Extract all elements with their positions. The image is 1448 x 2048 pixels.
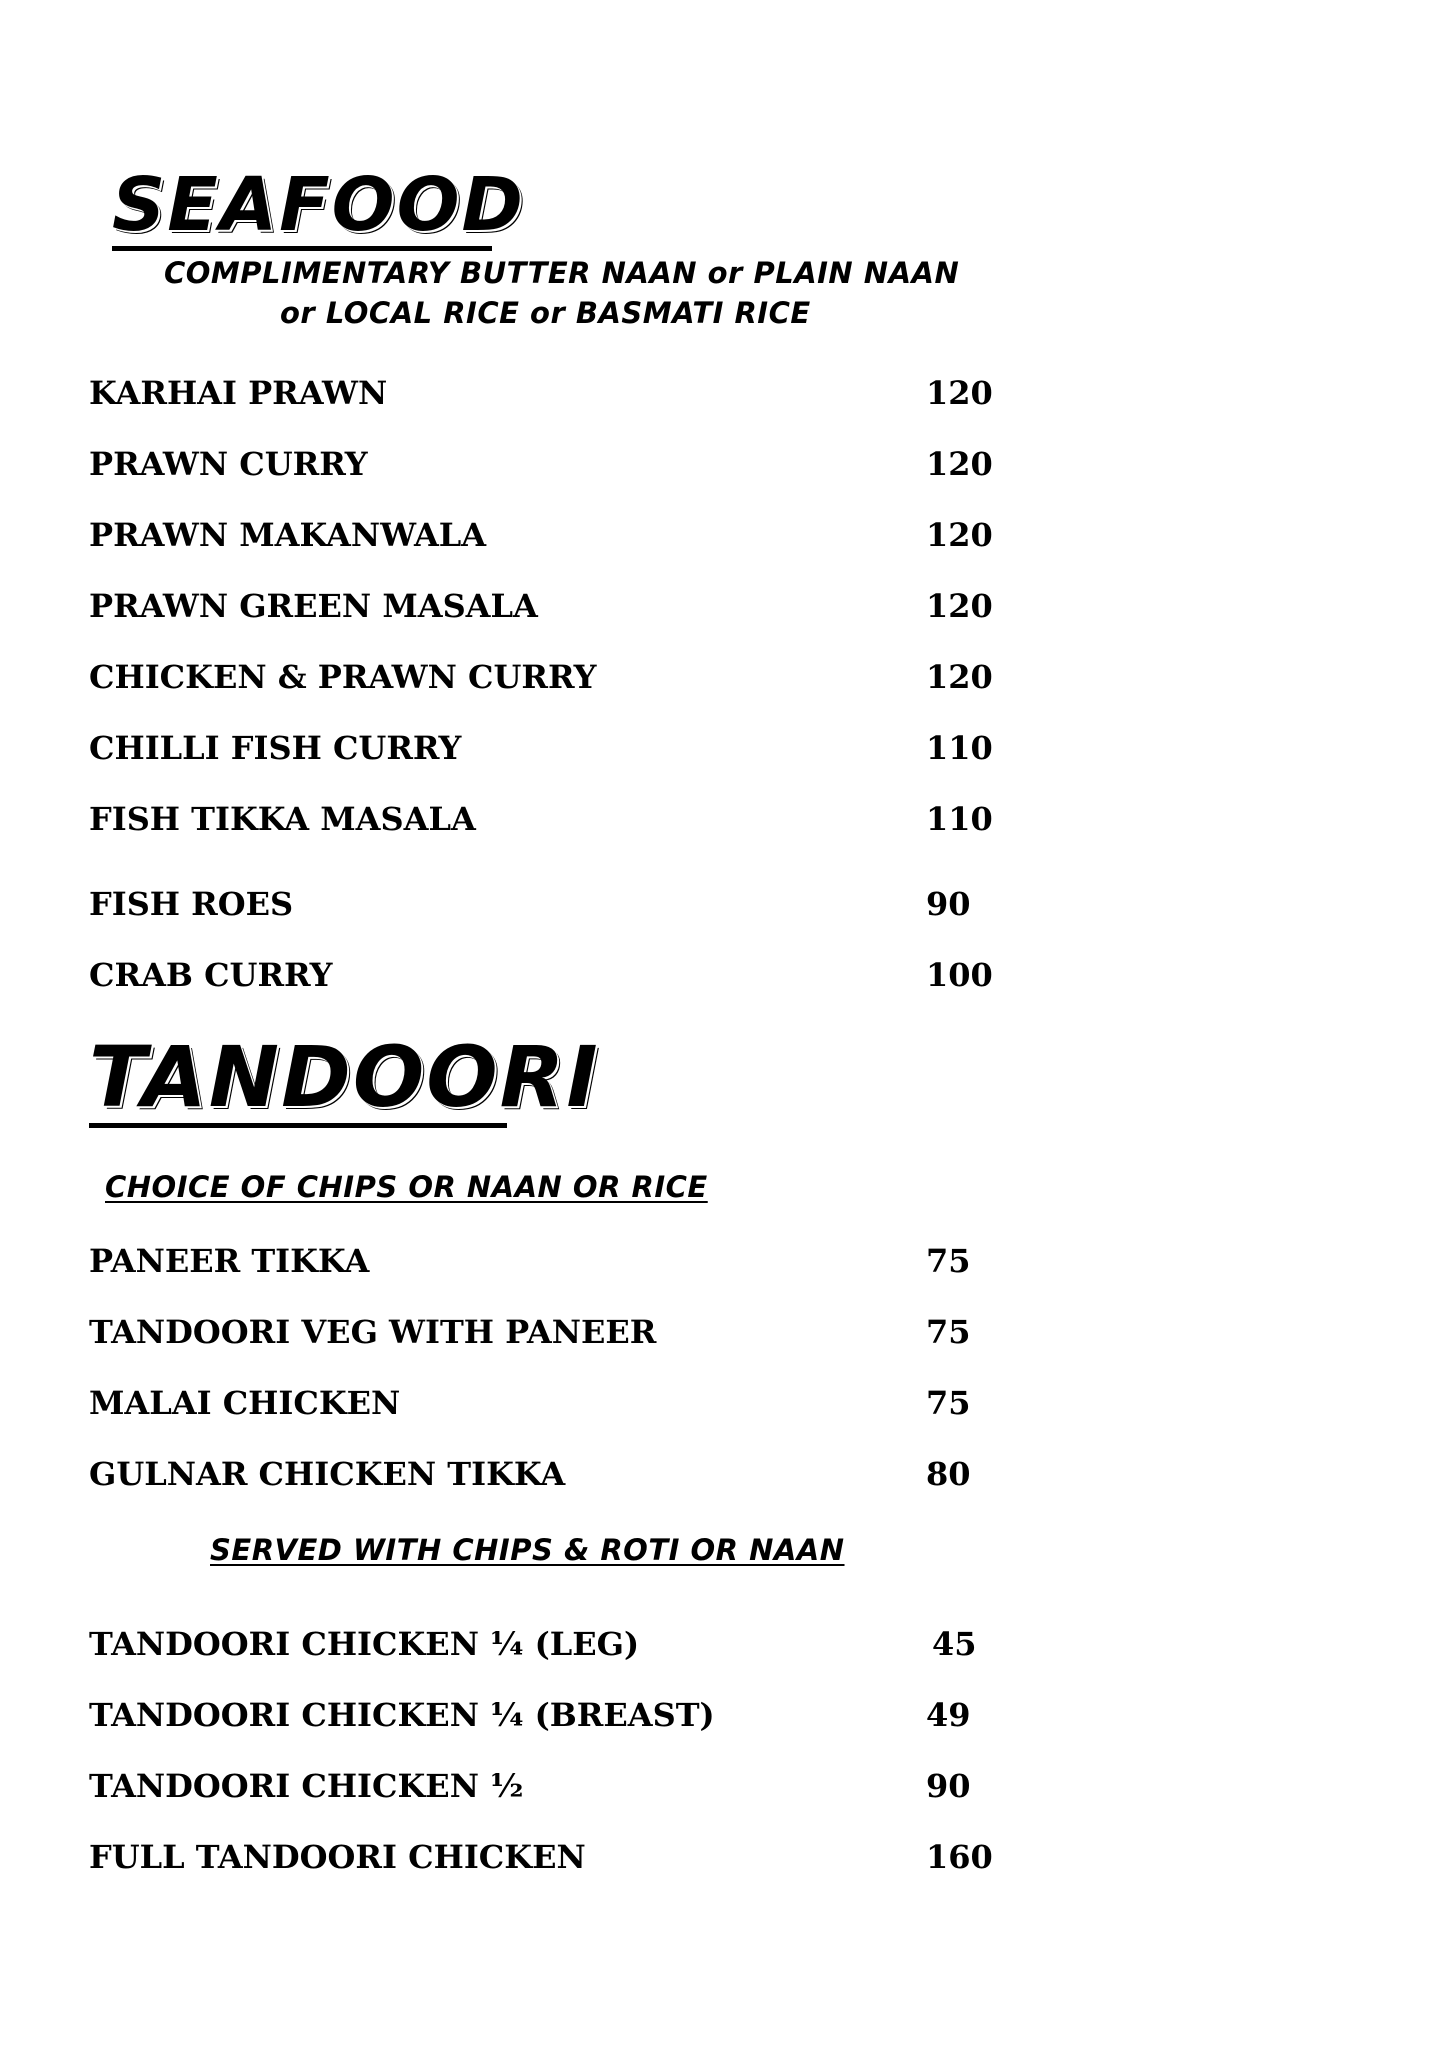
item-price: 80 bbox=[926, 1455, 971, 1493]
menu-item bbox=[89, 1242, 1009, 1282]
menu-item bbox=[89, 658, 1009, 698]
menu-item bbox=[89, 516, 1009, 556]
item-name: PRAWN CURRY bbox=[89, 445, 368, 483]
item-price: 110 bbox=[926, 729, 993, 767]
menu-item bbox=[89, 1313, 1009, 1353]
item-price: 75 bbox=[926, 1313, 971, 1351]
item-price: 75 bbox=[926, 1242, 971, 1280]
menu-item bbox=[89, 374, 1009, 414]
item-price: 120 bbox=[926, 445, 993, 483]
item-name: PRAWN MAKANWALA bbox=[89, 516, 487, 554]
seafood-note-line1: COMPLIMENTARY BUTTER NAAN or PLAIN NAAN bbox=[164, 256, 960, 290]
menu-item bbox=[89, 1767, 1009, 1807]
item-name: CRAB CURRY bbox=[89, 956, 333, 994]
item-name: PANEER TIKKA bbox=[89, 1242, 370, 1280]
item-price: 120 bbox=[926, 587, 993, 625]
item-name: PRAWN GREEN MASALA bbox=[89, 587, 538, 625]
menu-item bbox=[89, 729, 1009, 769]
item-name: KARHAI PRAWN bbox=[89, 374, 388, 412]
menu-item bbox=[89, 956, 1009, 996]
item-price: 90 bbox=[926, 885, 971, 923]
item-price: 100 bbox=[926, 956, 993, 994]
item-price: 75 bbox=[926, 1384, 971, 1422]
tandoori-heading: TANDOORI bbox=[89, 1028, 600, 1126]
item-price: 45 bbox=[932, 1625, 977, 1663]
tandoori-note-choice: CHOICE OF CHIPS OR NAAN OR RICE bbox=[105, 1170, 708, 1204]
item-price: 160 bbox=[926, 1838, 993, 1876]
item-price: 120 bbox=[926, 516, 993, 554]
seafood-heading: SEAFOOD bbox=[112, 168, 492, 251]
item-price: 49 bbox=[926, 1696, 971, 1734]
menu-item bbox=[89, 1838, 1009, 1878]
item-name: CHILLI FISH CURRY bbox=[89, 729, 462, 767]
item-price: 120 bbox=[926, 658, 993, 696]
item-name: TANDOORI VEG WITH PANEER bbox=[89, 1313, 657, 1351]
item-price: 110 bbox=[926, 800, 993, 838]
menu-item bbox=[89, 587, 1009, 627]
item-price: 120 bbox=[926, 374, 993, 412]
item-name: MALAI CHICKEN bbox=[89, 1384, 401, 1422]
item-name: TANDOORI CHICKEN ½ bbox=[89, 1767, 524, 1805]
tandoori-note-served: SERVED WITH CHIPS & ROTI OR NAAN bbox=[210, 1533, 845, 1567]
item-name: FISH ROES bbox=[89, 885, 294, 923]
menu-item bbox=[89, 1455, 1009, 1495]
menu-item bbox=[89, 1384, 1009, 1424]
seafood-note-line2: or LOCAL RICE or BASMATI RICE bbox=[280, 296, 811, 330]
item-name: CHICKEN & PRAWN CURRY bbox=[89, 658, 597, 696]
item-name: FULL TANDOORI CHICKEN bbox=[89, 1838, 586, 1876]
menu-item bbox=[89, 1625, 1009, 1665]
item-name: GULNAR CHICKEN TIKKA bbox=[89, 1455, 566, 1493]
menu-item bbox=[89, 445, 1009, 485]
menu-item bbox=[89, 800, 1009, 840]
menu-item bbox=[89, 1696, 1009, 1736]
item-name: TANDOORI CHICKEN ¼ (BREAST) bbox=[89, 1696, 715, 1734]
menu-item bbox=[89, 885, 1009, 925]
item-name: TANDOORI CHICKEN ¼ (LEG) bbox=[89, 1625, 640, 1663]
item-price: 90 bbox=[926, 1767, 971, 1805]
item-name: FISH TIKKA MASALA bbox=[89, 800, 476, 838]
